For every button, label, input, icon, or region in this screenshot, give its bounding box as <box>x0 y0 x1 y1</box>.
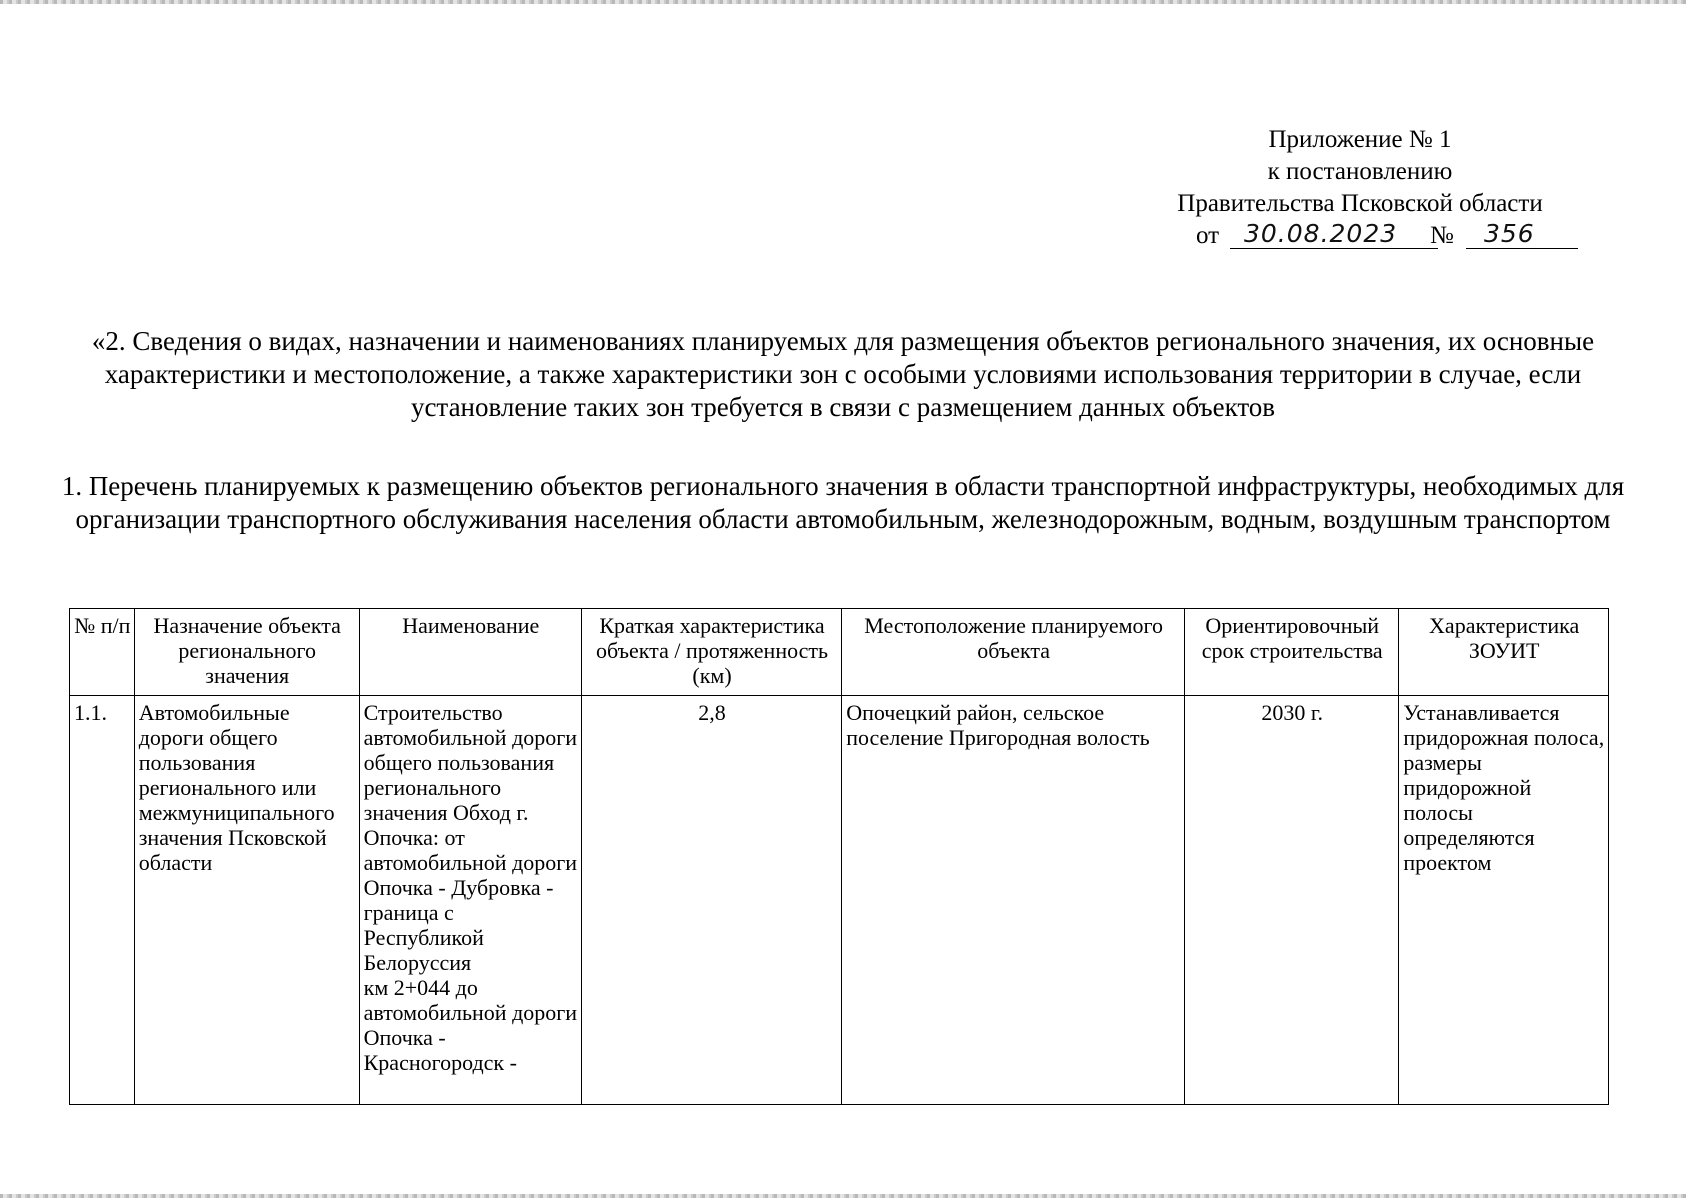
header-number: № п/п <box>70 609 135 696</box>
cell-name <box>359 696 581 1105</box>
cell-term: 2030 г. <box>1185 696 1399 1105</box>
section-heading: «2. Сведения о видах, назначении и наименованиях планируемых для размещения объектов регионального значения, их основные характеристики и местоположение, а также характеристики зон с особыми условиями использования территории в случае, если установление таких зон требуется в связи с размещением данных объектов <box>91 326 1595 422</box>
header-characteristic: Краткая характеристика объекта / протяженность (км) <box>581 609 841 696</box>
number-sign: № <box>1430 222 1454 249</box>
cell-number: 1.1. <box>70 696 135 1105</box>
header-term: Ориентировочный срок строительства <box>1185 609 1399 696</box>
scan-bottom-edge <box>0 1194 1686 1198</box>
header-name: Наименование <box>359 609 581 696</box>
subsection-heading: 1. Перечень планируемых к размещению объектов регионального значения в области транспортной инфраструктуры, необходимых для организации транспортного обслуживания населения области автомобильным, железнодорожным, водным, воздушным транспортом <box>61 471 1625 534</box>
header-purpose: Назначение объекта регионального значения <box>134 609 359 696</box>
appendix-title: Приложение № 1 <box>1268 126 1452 153</box>
cell-location: Опочецкий район, сельское поселение Пригородная волость <box>842 696 1185 1105</box>
table-row <box>70 696 1609 1105</box>
table-header-row <box>70 609 1609 696</box>
appendix-authority: Правительства Псковской области <box>1177 190 1543 217</box>
handwritten-number: 356 <box>1484 219 1535 248</box>
header-location: Местоположение планируемого объекта <box>842 609 1185 696</box>
decree-date-line <box>1120 220 1600 260</box>
cell-name-part2: км 2+044 до автомобильной дороги Опочка - Красногородск - <box>363 975 578 1075</box>
date-prefix: от <box>1196 222 1220 249</box>
appendix-reference: к постановлению <box>1267 158 1453 185</box>
cell-characteristic: 2,8 <box>581 696 841 1105</box>
cell-name-part1: Строительство автомобильной дороги общего пользования регионального значения Обход г. Опочка: от автомобильной дороги Опочка - Дубровка - граница с Республикой Белоруссия <box>363 700 578 975</box>
header-zone: Характеристика ЗОУИТ <box>1399 609 1609 696</box>
objects-table <box>69 608 1609 1105</box>
handwritten-date: 30.08.2023 <box>1244 219 1398 248</box>
cell-purpose: Автомобильные дороги общего пользования регионального или межмуниципального значения Псковской области <box>134 696 359 1105</box>
appendix-block <box>1120 124 1600 260</box>
cell-zone: Устанавливается придорожная полоса, размеры придорожной полосы определяются проектом <box>1399 696 1609 1105</box>
scan-top-edge <box>0 0 1686 4</box>
